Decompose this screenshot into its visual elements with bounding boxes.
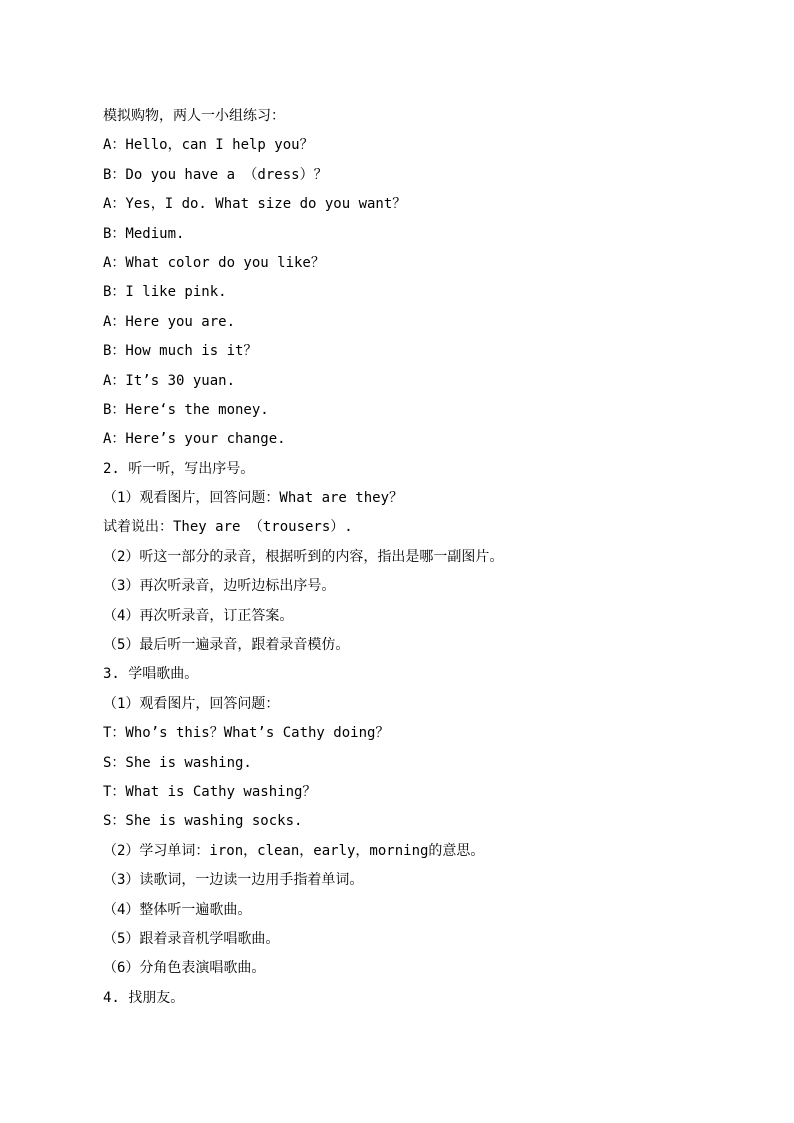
text-line: （5）最后听一遍录音，跟着录音模仿。	[103, 637, 350, 654]
text-line: （1）观看图片，回答问题：What are they？	[103, 490, 404, 507]
text-line: S：She is washing.	[103, 754, 252, 771]
text-line: B：Medium.	[103, 225, 185, 242]
text-line: B：How much is it？	[103, 343, 258, 360]
section-heading: 4. 找朋友。	[103, 989, 185, 1006]
section-heading: 3. 学唱歌曲。	[103, 666, 199, 683]
text-line: （6）分角色表演唱歌曲。	[103, 960, 266, 977]
text-line: B：Here‘s the money.	[103, 401, 269, 418]
section-heading: 2. 听一听，写出序号。	[103, 460, 255, 477]
text-line: A：It’s 30 yuan.	[103, 372, 236, 389]
text-line: A：What color do you like？	[103, 254, 325, 271]
text-line: （4）整体听一遍歌曲。	[103, 901, 252, 918]
document-body	[103, 102, 743, 1013]
text-line: A：Here’s your change.	[103, 431, 286, 448]
text-line: （2）学习单词：iron，clean，early，morning的意思。	[103, 842, 485, 859]
text-line: （5）跟着录音机学唱歌曲。	[103, 930, 280, 947]
text-line: T：What is Cathy washing？	[103, 783, 317, 800]
text-line: A：Yes，I do. What size do you want？	[103, 196, 407, 213]
text-line: 模拟购物，两人一小组练习：	[103, 108, 285, 124]
text-line: （1）观看图片，回答问题：	[103, 695, 280, 712]
text-line: B：Do you have a （dress）？	[103, 166, 328, 183]
text-line: （4）再次听录音，订正答案。	[103, 607, 294, 624]
text-line: （2）听这一部分的录音，根据听到的内容，指出是哪一副图片。	[103, 548, 504, 565]
text-line: A：Hello，can I help you？	[103, 137, 314, 154]
text-line: （3）再次听录音，边听边标出序号。	[103, 578, 336, 595]
text-line: B：I like pink.	[103, 284, 227, 301]
text-line: S：She is washing socks.	[103, 813, 303, 830]
text-line: A：Here you are.	[103, 313, 236, 330]
text-line: T：Who’s this？What’s Cathy doing？	[103, 725, 390, 742]
text-line: 试着说出：They are （trousers）.	[103, 519, 353, 536]
text-line: （3）读歌词，一边读一边用手指着单词。	[103, 872, 364, 889]
